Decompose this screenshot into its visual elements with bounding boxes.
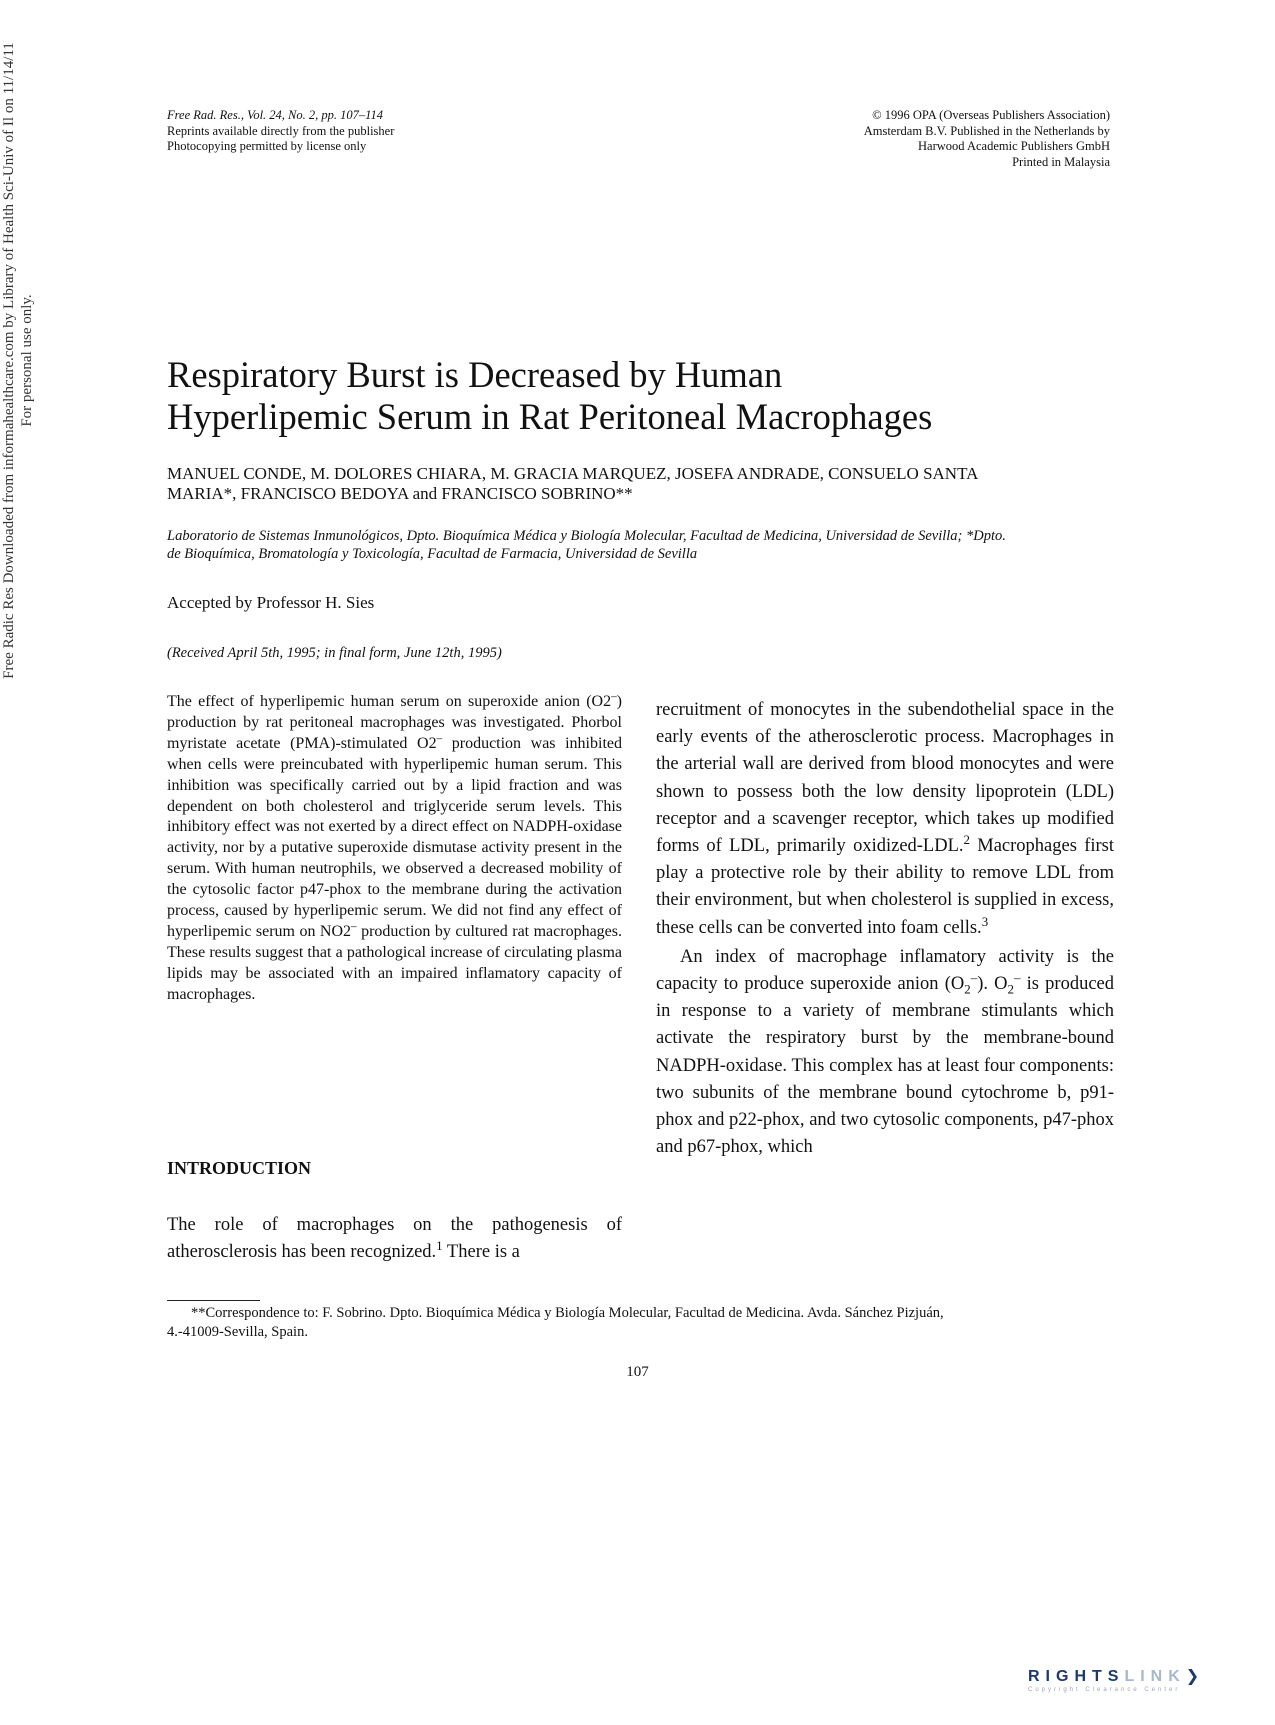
- reference-marker: 1: [436, 1237, 443, 1253]
- body-text: The role of macrophages on the pathogenesis of atherosclerosis has been recognized.: [167, 1215, 622, 1262]
- publisher-line: Amsterdam B.V. Published in the Netherlands by: [863, 123, 1110, 138]
- received-dates: (Received April 5th, 1995; in final form, June 12th, 1995): [167, 645, 502, 661]
- affiliation-line-1: Laboratorio de Sistemas Inmunológicos, Dpto. Bioquímica Médica y Biología Molecular, Facultad de Medicina, Universidad de Sevilla; *Dpto.: [167, 528, 1006, 544]
- body-text: recruitment of monocytes in the subendothelial space in the early events of the atherosclerotic process. Macrophages in the arterial wall are derived from blood monocytes and were shown to possess both the low density lipoprotein (LDL) receptor and a scavenger receptor, which takes up modified forms of LDL, primarily oxidized-LDL.: [656, 700, 1114, 857]
- body-text: is produced in response to a variety of membrane stimulants which activate the respiratory burst by the membrane-bound NADPH-oxidase. This complex has at least four components: two subunits of the membrane bound cytochrome b, p91-phox and p22-phox, and two cytosolic components, p47-phox and p67-phox, which: [656, 974, 1114, 1158]
- body-paragraph: [656, 697, 1114, 942]
- intro-paragraph-left: [167, 1212, 622, 1265]
- section-heading: INTRODUCTION: [167, 1158, 312, 1178]
- abstract-text: production by cultured rat macrophages. These results suggest that a pathological increase of circulating plasma lipids may be associated with an impaired inflamatory capacity of macrophages.: [167, 922, 622, 1003]
- page-number: 107: [626, 1364, 649, 1380]
- abstract-sup: –: [436, 732, 443, 745]
- publisher-line: Harwood Academic Publishers GmbH: [918, 139, 1110, 153]
- authors-line-1: MANUEL CONDE, M. DOLORES CHIARA, M. GRACIA MARQUEZ, JOSEFA ANDRADE, CONSUELO SANTA: [167, 464, 979, 483]
- citation-line: Reprints available directly from the publisher: [167, 123, 395, 138]
- footnote-line-2: 4.-41009-Sevilla, Spain.: [167, 1324, 308, 1340]
- footnote-line-1: **Correspondence to: F. Sobrino. Dpto. Bioquímica Médica y Biología Molecular, Facultad de Medicina. Avda. Sánchez Pizjuán,: [191, 1305, 944, 1321]
- article-title: [167, 354, 1127, 438]
- subscript: 2: [964, 981, 971, 997]
- download-watermark: [0, 0, 36, 1223]
- watermark-line-2: For personal use only.: [19, 294, 35, 427]
- right-column: [656, 697, 1114, 1161]
- title-line-1: Respiratory Burst is Decreased by Human: [167, 354, 783, 395]
- title-line-2: Hyperlipemic Serum in Rat Peritoneal Macrophages: [167, 396, 933, 437]
- rightslink-dark: RIGHTS: [1028, 1668, 1125, 1685]
- accepted-by: Accepted by Professor H. Sies: [167, 593, 375, 612]
- abstract-text: The effect of hyperlipemic human serum on superoxide anion (O2: [167, 693, 612, 710]
- journal-citation: [167, 108, 394, 155]
- rightslink-arrow-icon: ❯: [1185, 1668, 1206, 1685]
- abstract-sup: –: [351, 920, 357, 933]
- subscript: 2: [1007, 981, 1014, 997]
- reference-marker: 2: [963, 831, 970, 847]
- footnote-divider: [167, 1300, 260, 1301]
- superscript: –: [1014, 969, 1021, 985]
- body-paragraph: [656, 944, 1114, 1162]
- abstract-text: production was inhibited when cells were preincubated with hyperlipemic human serum. This inhibition was specifically carried out by a lipid fraction and was dependent on both cholesterol and triglyceride serum levels. This inhibitory effect was not exerted by a direct effect on NADPH-oxidase activity, nor by a putative superoxide dismutase activity present in the serum. With human neutrophils, we observed a decreased mobility of the cytosolic factor p47-phox to the membrane during the activation process, caused by hyperlipemic serum. We did not find any effect of hyperlipemic serum on NO2: [167, 734, 622, 940]
- rightslink-wordmark: [1028, 1666, 1258, 1686]
- superscript: –: [970, 969, 978, 985]
- publisher-line: © 1996 OPA (Overseas Publishers Association): [872, 108, 1110, 122]
- watermark-line-1: Free Radic Res Downloaded from informahealthcare.com by Library of Health Sci-Univ of Il on 11/14/11: [1, 42, 17, 679]
- authors-line-2: MARIA*, FRANCISCO BEDOYA and FRANCISCO SOBRINO**: [167, 484, 633, 503]
- rightslink-logo[interactable]: [1028, 1666, 1258, 1706]
- correspondence-footnote: [167, 1304, 1117, 1342]
- abstract-sup: –: [611, 690, 617, 703]
- body-text: An index of macrophage inflamatory activity is the capacity to produce superoxide anion (O: [656, 946, 1114, 995]
- author-list: [167, 464, 1117, 504]
- rightslink-light: LINK: [1124, 1668, 1186, 1685]
- citation-line: Free Rad. Res., Vol. 24, No. 2, pp. 107–114: [167, 108, 383, 122]
- citation-line: Photocopying permitted by license only: [167, 139, 367, 153]
- rightslink-subtitle: Copyright Clearance Center: [1028, 1687, 1181, 1693]
- abstract: [167, 692, 622, 1006]
- affiliation: [167, 527, 1117, 563]
- body-text: There is a: [442, 1241, 520, 1262]
- body-text: Macrophages first play a protective role by their ability to remove LDL from their environment, but when cholesterol is supplied in excess, these cells can be converted into foam cells.: [656, 836, 1114, 938]
- abstract-text: ) production by rat peritoneal macrophages was investigated. Phorbol myristate acetate (PMA)-stimulated O2: [167, 693, 622, 752]
- reference-marker: 3: [981, 913, 989, 929]
- affiliation-line-2: de Bioquímica, Bromatología y Toxicología, Facultad de Farmacia, Universidad de Sevilla: [167, 546, 698, 562]
- body-text: ). O: [977, 974, 1008, 995]
- publisher-info: [864, 108, 1110, 170]
- publisher-line: Printed in Malaysia: [1012, 154, 1110, 169]
